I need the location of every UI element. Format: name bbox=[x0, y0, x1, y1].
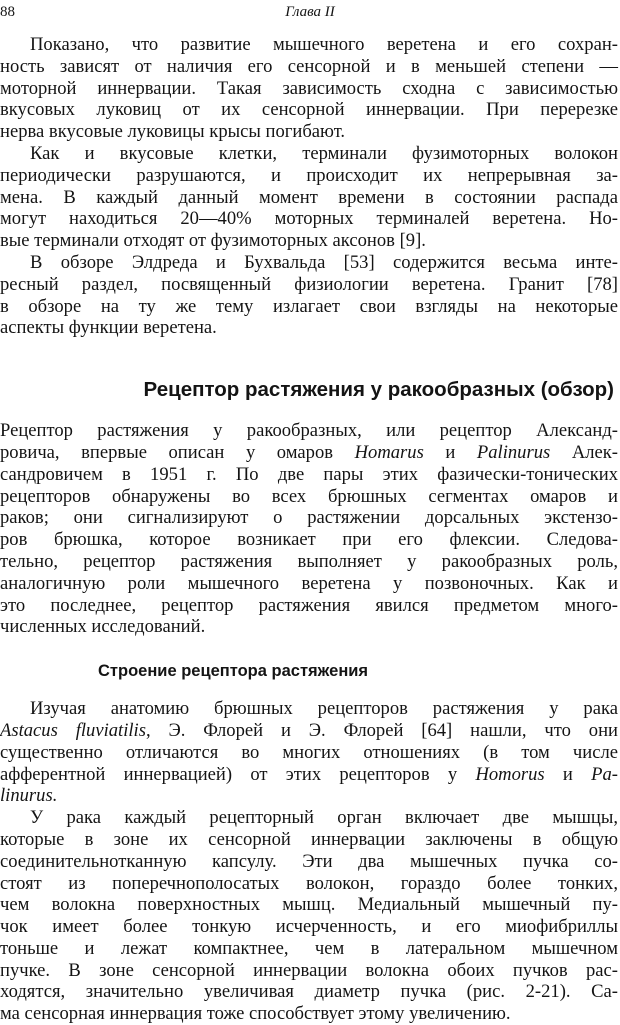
text-line: чок имеет более тонкую исчерченность, и его миофибриллы bbox=[0, 916, 618, 938]
text-line: численных исследований. bbox=[0, 616, 206, 638]
text-line: тельно, рецептор растяжения выполняет у ракообразных роль, bbox=[0, 550, 618, 572]
text-line: мена. В каждый данный момент времени в состоянии распада bbox=[0, 186, 618, 208]
paragraph-6 bbox=[0, 807, 618, 1025]
text-line: вкусовых луковиц от их сенсорной иннервации. При перерезке bbox=[0, 99, 618, 121]
subsection-heading: Строение рецептора растяжения bbox=[98, 662, 369, 681]
genus-name-homorus: Homorus bbox=[475, 763, 545, 785]
text-line: Как и вкусовые клетки, терминали фузимоторных волокон bbox=[30, 142, 618, 164]
paragraph-4 bbox=[0, 420, 618, 638]
text-line: linurus. bbox=[0, 785, 58, 807]
text-line: раков; они сигнализируют о растяжении дорсальных экстензо- bbox=[0, 507, 618, 529]
genus-name-palinurus: Palinurus bbox=[476, 441, 551, 463]
text-line: в обзоре на ту же тему излагает свои взгляды на некоторые bbox=[0, 295, 618, 317]
page-header bbox=[0, 2, 620, 24]
text-line: аналогичную роли мышечного веретена у позвоночных. Как и bbox=[0, 572, 618, 594]
text-run: Алек- bbox=[550, 441, 618, 463]
text-line: Показано, что развитие мышечного веретена и его сохран- bbox=[30, 34, 618, 55]
text-line: моторной иннервации. Такая зависимость сходна с зависимостью bbox=[0, 77, 618, 99]
text-run: и bbox=[423, 441, 477, 463]
text-line: сандровичем в 1951 г. По две пары этих фазически-тонических bbox=[0, 463, 618, 485]
paragraph-1 bbox=[0, 34, 618, 143]
text-line: которые в зоне их сенсорной иннервации заключены в общую bbox=[0, 828, 618, 850]
text-line: нерва вкусовые луковицы крысы погибают. bbox=[0, 121, 346, 143]
genus-name-homarus: Homarus bbox=[354, 441, 424, 463]
section-heading: Рецептор растяжения у ракообразных (обзор) bbox=[143, 378, 614, 402]
text-line bbox=[0, 442, 618, 464]
text-line: тоньше и лежат компактнее, чем в латеральном мышечном bbox=[0, 937, 618, 959]
text-line: Изучая анатомию брюшных рецепторов растяжения у рака bbox=[30, 698, 618, 720]
text-line: пучке. В зоне сенсорной иннервации волокна обоих пучков рас- bbox=[0, 959, 618, 981]
text-line: соединительнотканную капсулу. Эти два мышечных пучка со- bbox=[0, 850, 618, 872]
text-line: могут находиться 20—40% моторных терминалей веретена. Но- bbox=[0, 208, 618, 230]
text-line: аспекты функции веретена. bbox=[0, 317, 217, 339]
text-line: В обзоре Элдреда и Бухвальда [53] содержится весьма инте- bbox=[30, 251, 618, 273]
text-line: стоят из поперечнополосатых волокон, гораздо более тонких, bbox=[0, 872, 618, 894]
page-body bbox=[0, 34, 618, 1025]
text-line: вые терминали отходят от фузимоторных аксонов [9]. bbox=[0, 230, 426, 252]
text-line: периодически разрушаются, и происходит их непрерывная за- bbox=[0, 164, 618, 186]
text-line: ность зависят от наличия его сенсорной и в меньшей степени — bbox=[0, 55, 618, 77]
text-line: чем волокна поверхностных мышц. Медиальный мышечный пу- bbox=[0, 894, 618, 916]
text-line bbox=[0, 764, 618, 786]
text-line: Рецептор растяжения у ракообразных, или рецептор Александ- bbox=[0, 420, 618, 442]
text-line: У рака каждый рецепторный орган включает две мышцы, bbox=[30, 807, 618, 829]
text-run: афферентной иннервацией) от этих рецепторов у bbox=[0, 763, 476, 785]
text-line: ресный раздел, посвященный физиологии веретена. Гранит [78] bbox=[0, 273, 618, 295]
text-line: существенно отличаются во многих отношениях (в том числе bbox=[0, 741, 618, 763]
page-number: 88 bbox=[0, 4, 15, 20]
paragraph-5 bbox=[0, 698, 618, 807]
text-line: это последнее, рецептор растяжения явился предметом много- bbox=[0, 594, 618, 616]
text-run: , Э. Флорей и Э. Флорей [64] нашли, что они bbox=[145, 719, 618, 741]
genus-name-palinurus-part: Pa- bbox=[591, 763, 619, 785]
text-run: и bbox=[544, 763, 592, 785]
text-line: ходятся, значительно увеличивая диаметр пучка (рис. 2-21). Са- bbox=[0, 981, 618, 1003]
species-name-astacus: Astacus fluviatilis bbox=[0, 719, 146, 741]
paragraph-3 bbox=[0, 252, 618, 339]
paragraph-2 bbox=[0, 143, 618, 252]
text-line: рецепторов обнаружены во всех брюшных сегментах омаров и bbox=[0, 485, 618, 507]
text-line bbox=[0, 720, 618, 742]
running-head: Глава II bbox=[285, 4, 335, 20]
text-run: ровича, впервые описан у омаров bbox=[0, 441, 355, 463]
text-line: ров брюшка, которое возникает при его флексии. Следова- bbox=[0, 529, 618, 551]
text-line: ма сенсорная иннервация тоже способствует этому увеличению. bbox=[0, 1003, 511, 1025]
